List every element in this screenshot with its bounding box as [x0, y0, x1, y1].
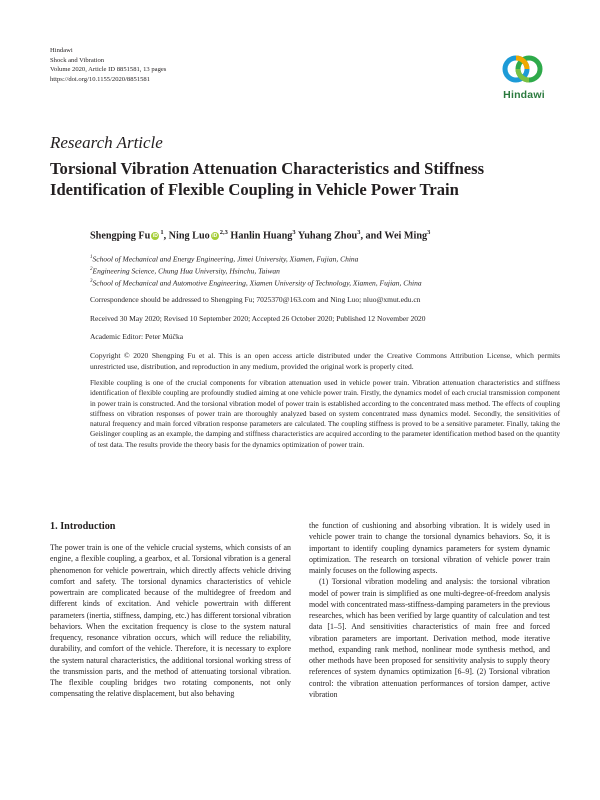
correspondence: Correspondence should be addressed to Shengping Fu; 7025370@163.com and Ning Luo; nluo@xmut.edu.cn [90, 295, 421, 304]
logo-text: Hindawi [503, 89, 545, 101]
volume-info: Volume 2020, Article ID 8851581, 13 pages [50, 66, 167, 74]
affiliation-number: 1 [90, 255, 93, 260]
affiliation-text: Engineering Science, Chung Hua University, Hsinchu, Taiwan [92, 266, 280, 276]
body-column-right [309, 520, 550, 700]
abstract: Flexible coupling is one of the crucial components for vibration attenuation used in vehicle power train. Vibration attenuation characteristics and stiffness identification of flexible coupling are profoundly studied aiming at one vehicle power train. Firstly, the dynamics model of each crucial transmission component in power train is constructed. And the torsional vibration model of power train is established according to the concentrated mass method. The effects of coupling stiffness on vibration responses of power train are thoroughly analyzed based on system concentrated mass dynamics model. Secondly, the sensitivities of natural frequency and main forced vibration response parameters are calculated. The coupling stiffness is proved to be a sensitive parameter. Finally, taking the Geislinger coupling as an example, the damping and stiffness characteristics are acquired according to the parameter identification method based on the quantity of test data. The results provide the theory basis for the dynamics optimization of power train. [90, 378, 560, 449]
copyright-notice: Copyright © 2020 Shengping Fu et al. This is an open access article distributed under the Creative Commons Attribution License, which permits unrestricted use, distribution, and reproduction in any medium, provided the original work is properly cited. [90, 351, 560, 372]
journal-name: Shock and Vibration [50, 56, 105, 64]
author-name[interactable]: Ning Luo [168, 230, 210, 242]
orcid-icon[interactable]: iD [212, 233, 218, 240]
affiliation [90, 252, 550, 265]
journal-header [50, 46, 166, 84]
author-affiliation-number: 2,3 [219, 229, 228, 236]
author-name[interactable]: Wei Ming [384, 230, 428, 242]
paragraph: (1) Torsional vibration modeling and analysis: the torsional vibration model of power train is simplified as one multi-degree-of-freedom analysis model with concentrated mass-stiffness-damping parameters in the previous researches, which has been verified by large quantity of calculation and test data [1–5]. And sensitivities characteristics of main free and forced vibration parameters are important. Derivation method, mode iterative method, expanding rank method, nonlinear mode synthesis method, and other methods have been proposed for sensitivity analysis to supply theory references of system dynamics optimization [6–9]. (2) Torsional vibration control: the vibration attenuation performances of torsion damper, active vibration [309, 577, 550, 699]
affiliation-text: School of Mechanical and Energy Engineering, Jimei University, Xiamen, Fujian, China [92, 254, 359, 264]
body-column-left [50, 542, 291, 700]
author-affiliation-number: 1 [160, 229, 164, 236]
article-type: Research Article [50, 133, 163, 152]
affiliation [90, 264, 550, 277]
publisher-name: Hindawi [50, 47, 73, 54]
author-list: Shengping Fu $iD^1$, Ning Luo iD$^{2,3}$ Hanlin Huang$^3$ Yuhang Zhou$^3$, and Wei Ming$^3$ [90, 229, 431, 242]
author-name[interactable]: Shengping Fu [90, 230, 151, 242]
author-affiliation-number: 3 [427, 229, 431, 236]
author-name[interactable]: Hanlin Huang [230, 230, 293, 242]
affiliation-number: 3 [90, 279, 93, 284]
publication-dates: Received 30 May 2020; Revised 10 September 2020; Accepted 26 October 2020; Published 12 November 2020 [90, 314, 426, 323]
affiliation-number: 2 [90, 267, 93, 272]
author-name[interactable]: Yuhang Zhou [297, 230, 358, 242]
academic-editor: Academic Editor: Peter Múčka [90, 332, 184, 341]
affiliation [90, 276, 550, 289]
author-affiliation-number: 3 [292, 229, 296, 236]
paragraph: The power train is one of the vehicle crucial systems, which consists of an engine, a flexible coupling, a gearbox, et al. Torsional vibration is a general phenomenon for vehicle powertrain, which directly affects vehicle driving comfort and safety. The torsional dynamics characteristics of vehicle powertrain are complicated because of the multidegree of freedom and different kinds of excitation. And vehicle powertrain with different parameters (inertia, stiffness, damping, etc.) has different torsional vibration behaviors. When the excitation frequency is close to the system natural frequency, resonance vibration occurs, which will reduce the reliability, durability, and comfort of the vehicle. Therefore, it is necessary to explore the system natural characteristics, the additional torsional working stress of the transmission parts, and the method of attenuating torsional vibration. The flexible coupling bridges two rotating components, not only compensating the relative displacement, but also behaving [50, 543, 291, 699]
paper-title: Torsional Vibration Attenuation Characteristics and Stiffness Identification of Flexible Coupling in Vehicle Power Train [50, 159, 485, 199]
author-affiliation-number: 3 [357, 229, 361, 236]
section-heading: 1. Introduction [50, 521, 116, 532]
orcid-icon[interactable]: iD [152, 233, 158, 240]
doi-link[interactable]: https://doi.org/10.1155/2020/8851581 [50, 75, 151, 83]
affiliation-text: School of Mechanical and Automotive Engineering, Xiamen University of Technology, Xiamen, Fujian, China [92, 278, 422, 288]
paragraph: the function of cushioning and absorbing vibration. It is widely used in vehicle power train to change the torsional dynamics behaviors. So, it is important to identify coupling dynamics parameters for system dynamic optimization. The research on torsional vibration of vehicle power train mainly focuses on the following aspects. [309, 521, 550, 575]
